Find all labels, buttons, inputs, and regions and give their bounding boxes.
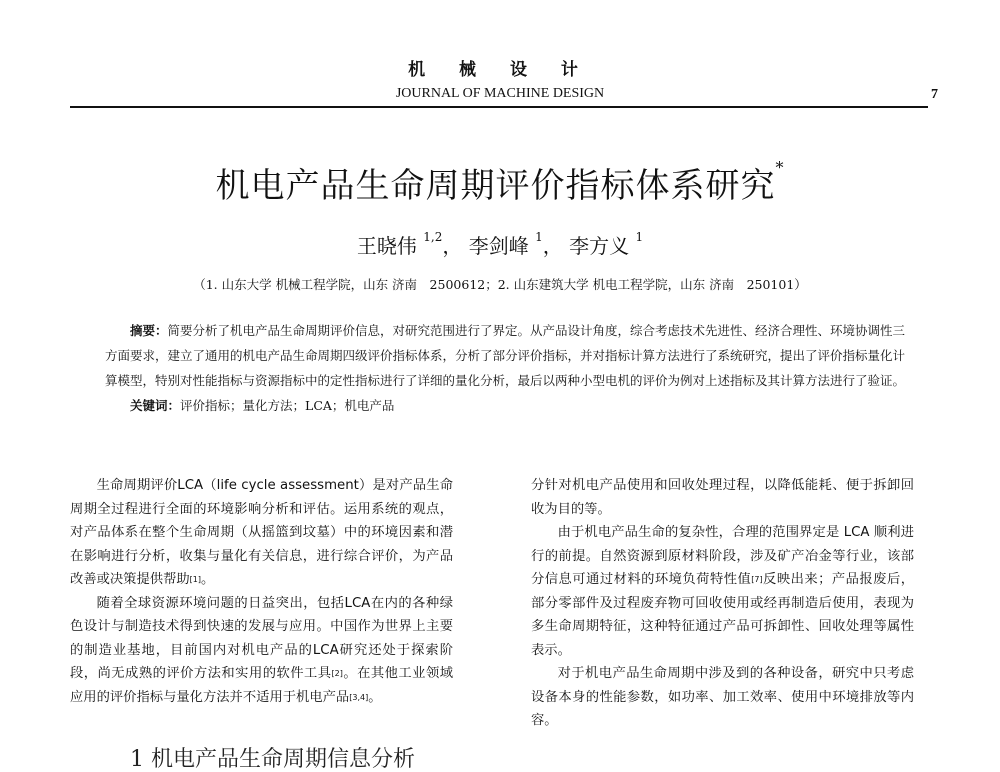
- header-rule: [70, 106, 928, 108]
- abstract-block: [105, 318, 910, 418]
- body-column-right: [531, 474, 914, 733]
- journal-title-cn: 机 械 设 计: [408, 60, 592, 80]
- paragraph-text: 。在其他工业领域应用的评价指标与量化方法并不适用于机电产品: [70, 666, 454, 705]
- author-affil-mark: 1: [535, 230, 543, 244]
- keywords: [105, 393, 910, 418]
- paragraph-text: 生命周期评价LCA（life cycle assessment）是对产品生命周期全过程进行全面的环境影响分析和评估。运用系统的观点，对产品体系在整个生命周期（从摇篮到坟墓）中的环境因素和潜在影响进行分析，收集与量化有关信息，进行综合评价，为产品改善或决策提供帮助: [70, 478, 453, 587]
- article-title: [0, 158, 1000, 207]
- paragraph-text: 随着全球资源环境问题的日益突出，包括LCA在内的各种绿色设计与制造技术得到快速的发展与应用。中国作为世界上主要的制造业基地，目前国内对机电产品的LCA研究还处于探索阶段，尚无成熟的评价方法和实用的软件工具: [70, 595, 453, 681]
- page-number: 7: [931, 87, 938, 102]
- citation-ref: [3,4]: [349, 692, 369, 702]
- author-name: 王晓伟: [356, 234, 417, 258]
- paragraph: 分针对机电产品使用和回收处理过程，以降低能耗、便于拆卸回收为目的等。: [531, 478, 914, 517]
- author-affil-mark: 1,2: [423, 230, 443, 244]
- author-list: 王晓伟 $^{1,2}$， 李剑峰 $^1$， 李方义 $^1$: [356, 230, 644, 258]
- title-text: 机电产品生命周期评价指标体系研究: [215, 166, 776, 206]
- paragraph: [70, 592, 453, 710]
- citation-ref: [2]: [331, 669, 343, 678]
- paragraph-text: 。: [368, 689, 382, 705]
- author-name: 李剑峰: [468, 234, 529, 258]
- affiliation: （1. 山东大学 机械工程学院，山东 济南 2500612；2. 山东建筑大学 机电工程学院，山东 济南 250101）: [193, 277, 807, 292]
- paragraph: 对于机电产品生命周期中涉及到的各种设备，研究中只考虑设备本身的性能参数，如功率、加工效率、使用中环境排放等内容。: [531, 666, 914, 728]
- citation-ref: [7]: [751, 575, 763, 584]
- paragraph-text: 由于机电产品生命的复杂性，合理的范围界定是 LCA 顺利进行的前提。自然资源到原材料阶段，涉及矿产冶金等行业，该部分信息可通过材料的环境负荷特性值: [531, 525, 914, 587]
- citation-ref: [1]: [189, 575, 202, 584]
- paragraph: [70, 474, 453, 592]
- abstract-text: 简要分析了机电产品生命周期评价信息，对研究范围进行了界定。从产品设计角度，综合考虑技术先进性、经济合理性、环境协调性三方面要求，建立了通用的机电产品生命周期四级评价指标体系，分析了部分评价指标，并对指标计算方法进行了系统研究，提出了评价指标量化计算模型，特别对性能指标与资源指标中的定性指标进行了详细的量化分析，最后以两种小型电机的评价为例对上述指标及其计算方法进行了验证。: [105, 323, 906, 388]
- journal-title-en: JOURNAL OF MACHINE DESIGN: [395, 86, 605, 101]
- paragraph-text: 。: [201, 572, 215, 587]
- author-affil-mark: 1: [635, 230, 644, 244]
- paragraph: [531, 521, 914, 662]
- section-heading-partial: 1 机电产品生命周期信息分析: [130, 747, 415, 772]
- title-footnote-mark: *: [775, 158, 785, 177]
- keywords-label: 关键词：: [130, 398, 181, 413]
- keywords-text: 评价指标；量化方法；LCA；机电产品: [180, 398, 395, 413]
- body-column-left: [70, 474, 453, 709]
- abstract: [105, 318, 910, 393]
- paragraph-text: 反映出来；产品报废后，部分零部件及过程废弃物可回收使用或经再制造后使用，表现为多生命周期特征，这种特征通过产品可拆卸性、回收处理等属性表示。: [531, 572, 915, 658]
- author-name: 李方义: [569, 234, 630, 258]
- abstract-label: 摘要：: [130, 323, 168, 338]
